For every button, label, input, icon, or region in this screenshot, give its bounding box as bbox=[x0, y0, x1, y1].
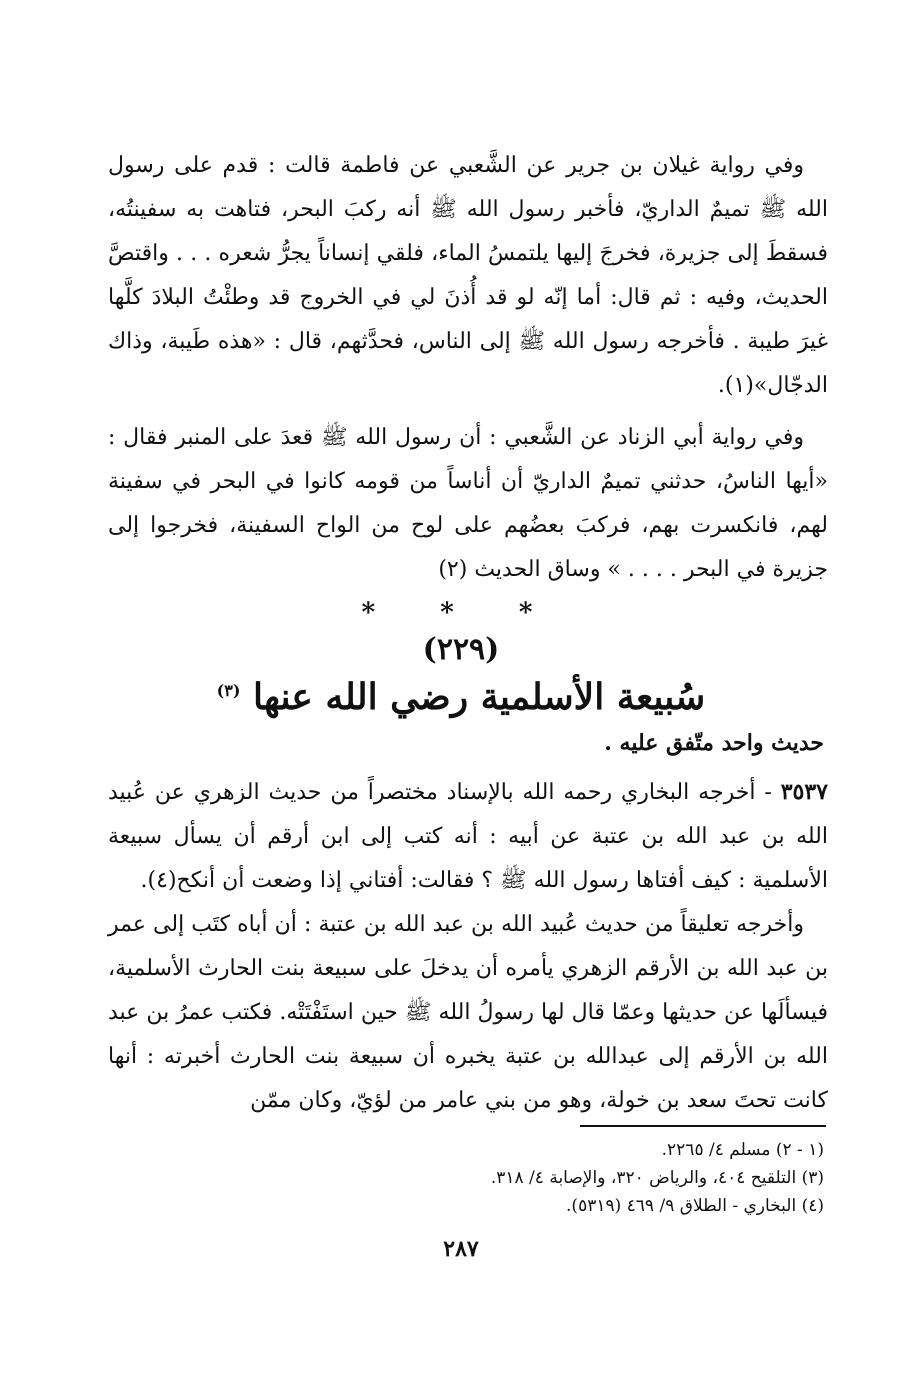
footnote-item: (٤) البخاري - الطلاق ٩/ ٤٦٩ (٥٣١٩). bbox=[566, 1196, 824, 1216]
chapter-title-text: سُبيعة الأسلمية رضي الله عنها bbox=[252, 676, 706, 718]
paragraph-block-2 bbox=[108, 416, 828, 592]
chapter-title-footnote-ref: (٣) bbox=[216, 681, 241, 700]
hadith-entry bbox=[108, 770, 828, 903]
paragraph-ghaylan-narration: وفي رواية غيلان بن جرير عن الشَّعبي عن فاطمة قالت : قدم على رسول الله ﷺ تميمٌ الداريّ، فأخبر رسول الله ﷺ أنه ركبَ البحر، فتاهت به سفينتُه، فسقطَ إلى جزيرة، فخرجَ إليها يلتمسُ الماء، فلقي إنساناً يجرُّ شعره . . . واقتصَّ الحديث، وفيه : ثم قال: أما إنّه لو قد أُذنَ لي في الخروج قد وطئْتُ البلادَ كلَّها غيرَ طيبة . فأخرجه رسول الله ﷺ إلى الناس، فحدَّثهم، قال : «هذه طَيبة، وذاك الدجّال»(١). bbox=[108, 153, 828, 398]
page-number: ٢٨٧ bbox=[443, 1236, 479, 1262]
footnote-item: (٣) التلقيح ٤٠٤، والرياض ٣٢٠، والإصابة ٤/ ٣١٨. bbox=[490, 1168, 824, 1188]
chapter-title bbox=[0, 676, 922, 718]
hadith-continuation: وأخرجه تعليقاً من حديث عُبيد الله بن عبد الله بن عتبة : أن أباه كتَب إلى عمر بن عبد الله بن الأرقم الزهري يأمره أن يدخلَ على سبيعة بنت الحارث الأسلمية، فيسألَها عن حديثها وعمّا قال لها رسولُ الله ﷺ حين استَفْتَتْه. فكتب عمرُ بن عبد الله بن الأرقم إلى عبدالله بن عتبة يخبره أن سبيعة بنت الحارث أخبرته : أنها كانت تحتَ سعد بن خولة، وهو من بني عامر من لؤيّ، وكان ممّن bbox=[108, 912, 828, 1113]
chapter-subheading: حديث واحد متّفق عليه . bbox=[604, 730, 824, 756]
hadith-text: - أخرجه البخاري رحمه الله بالإسناد مختصراً من حديث الزهري عن عُبيد الله بن عبد الله بن عتبة عن أبيه : أنه كتب إلى ابن أرقم أن يسأل سبيعة الأسلمية : كيف أفتاها رسول الله ﷺ ؟ فقالت: أفتاني إذا وضعت أن أنكح(٤). bbox=[108, 780, 828, 893]
footnote-divider bbox=[580, 1125, 826, 1127]
chapter-number: (٢٢٩) bbox=[422, 632, 500, 667]
hadith-number: ٣٥٣٧ bbox=[780, 779, 828, 805]
hadith-block bbox=[108, 770, 828, 1123]
section-separator: * * * bbox=[361, 598, 561, 628]
footnotes bbox=[491, 1136, 824, 1220]
paragraph-abi-zinad-narration: وفي رواية أبي الزناد عن الشَّعبي : أن رسول الله ﷺ قعدَ على المنبر فقال : «أيها الناسُ، حدثني تميمٌ الداريّ أن أناساً من قومه كانوا في البحر في سفينة لهم، فانكسرت بهم، فركبَ بعضُهم على لوح من الواح السفينة، فخرجوا إلى جزيرة في البحر . . . . » وساق الحديث (٢) bbox=[108, 425, 828, 582]
paragraph-block-1 bbox=[108, 144, 828, 408]
footnote-item: (١ - ٢) مسلم ٤/ ٢٢٦٥. bbox=[661, 1140, 824, 1160]
